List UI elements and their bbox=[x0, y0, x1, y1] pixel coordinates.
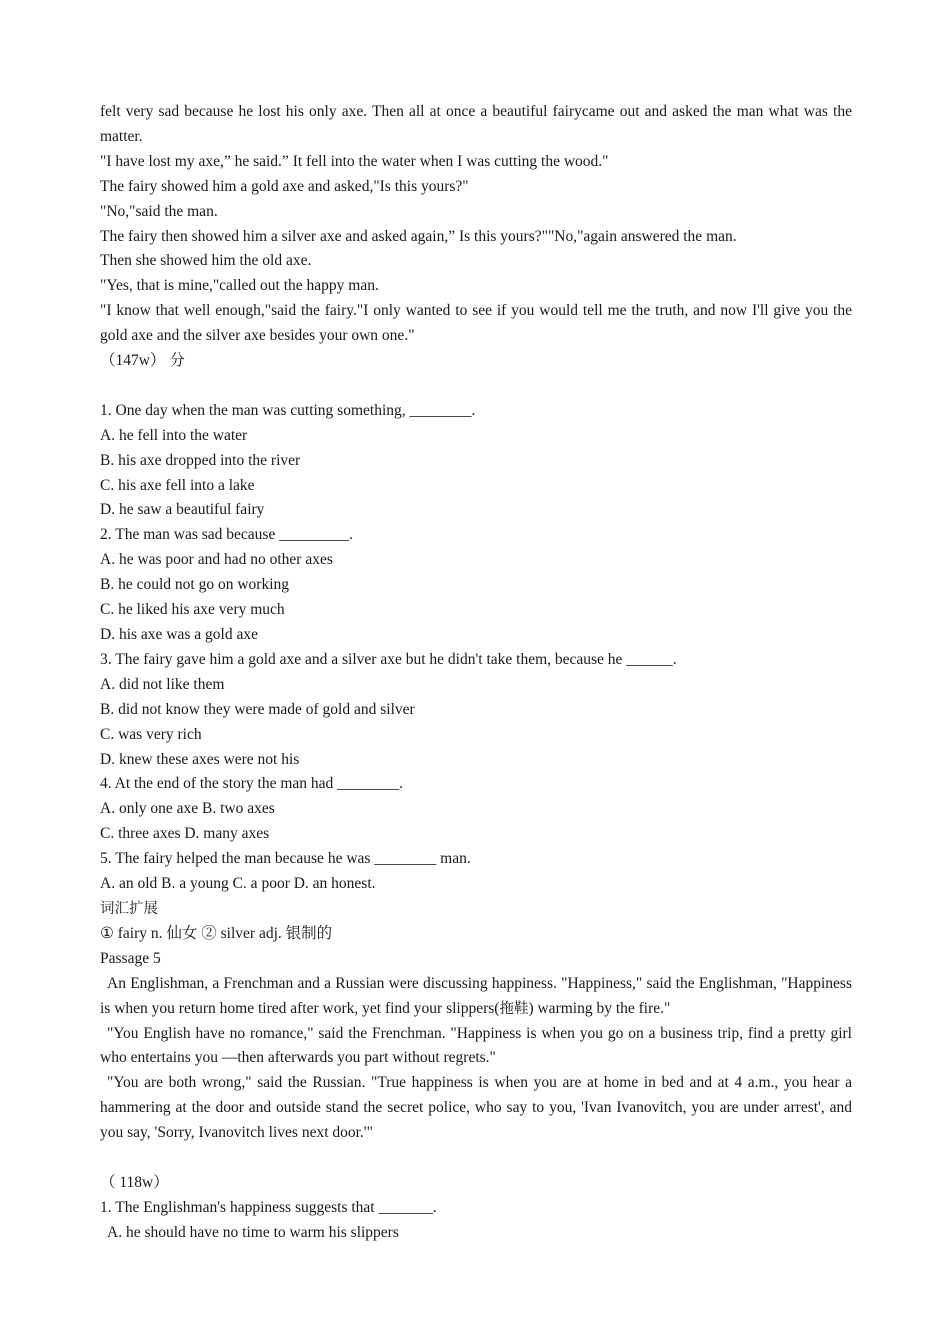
option: A. he was poor and had no other axes bbox=[100, 551, 333, 569]
spacer bbox=[100, 1146, 852, 1171]
passage5-paragraph-2: "You English have no romance," said the Frenchman. "Happiness is when you go on a business trip, find a pretty girl who entertains you —then afterwards you part without regrets." bbox=[100, 1024, 852, 1067]
option: D. he saw a beautiful fairy bbox=[100, 501, 265, 519]
passage4-line-3: The fairy showed him a gold axe and asked,"Is this yours?" bbox=[100, 177, 469, 195]
question-stem: 3. The fairy gave him a gold axe and a silver axe but he didn't take them, because he ______. bbox=[100, 650, 677, 668]
vocab-line: ① fairy n. 仙女 ② silver adj. 银制的 bbox=[100, 924, 333, 942]
passage5-question-1-option-a: A. he should have no time to warm his slippers bbox=[107, 1223, 399, 1241]
passage5-question-1-stem: 1. The Englishman's happiness suggests that _______. bbox=[100, 1198, 437, 1216]
passage5-p1-cjk: 拖鞋 bbox=[499, 1000, 529, 1017]
question-stem: 1. One day when the man was cutting something, ________. bbox=[100, 401, 476, 419]
option: C. his axe fell into a lake bbox=[100, 476, 255, 494]
question-3 bbox=[100, 648, 852, 773]
question-stem: 5. The fairy helped the man because he was ________ man. bbox=[100, 850, 471, 868]
passage5-paragraph-3: "You are both wrong," said the Russian. "True happiness is when you are at home in bed and at 4 a.m., you hear a hammering at the door and outside stand the secret police, who say to you, 'Ivan Ivanovitch, you are under arrest', and you say, 'Sorry, Ivanovitch lives next door.'" bbox=[100, 1074, 852, 1142]
option: A. he fell into the water bbox=[100, 426, 248, 444]
option: A. an old B. a young C. a poor D. an honest. bbox=[100, 875, 376, 893]
passage5-word-count: （ 118w） bbox=[100, 1173, 169, 1191]
passage5-paragraph-1 bbox=[100, 972, 852, 1022]
passage4-line-6: Then she showed him the old axe. bbox=[100, 252, 312, 270]
passage5-p1-text-b: ) warming by the fire." bbox=[528, 999, 671, 1017]
passage4-paragraph-1: felt very sad because he lost his only axe. Then all at once a beautiful fairycame out and asked the man what was the matter. bbox=[100, 103, 852, 145]
passage4-line-4: "No,"said the man. bbox=[100, 202, 218, 220]
question-5 bbox=[100, 847, 852, 897]
vocab-title: 词汇扩展 bbox=[100, 900, 158, 917]
passage4-line-5: The fairy then showed him a silver axe and asked again,” Is this yours?""No,"again answered the man. bbox=[100, 227, 737, 245]
option: C. he liked his axe very much bbox=[100, 601, 285, 619]
option: D. knew these axes were not his bbox=[100, 750, 300, 768]
option: C. was very rich bbox=[100, 725, 202, 743]
option: B. did not know they were made of gold and silver bbox=[100, 700, 415, 718]
document-page bbox=[100, 100, 852, 1246]
question-stem: 4. At the end of the story the man had ________. bbox=[100, 775, 404, 793]
passage4-paragraph-8: "I know that well enough,"said the fairy."I only wanted to see if you would tell me the truth, and now I'll give you the gold axe and the silver axe besides your own one." bbox=[100, 302, 852, 345]
question-2 bbox=[100, 523, 852, 648]
question-stem: 2. The man was sad because _________. bbox=[100, 526, 353, 544]
spacer bbox=[100, 374, 852, 399]
option: B. his axe dropped into the river bbox=[100, 451, 301, 469]
option: D. his axe was a gold axe bbox=[100, 626, 258, 644]
passage4-line-2: "I have lost my axe,” he said.” It fell into the water when I was cutting the wood." bbox=[100, 152, 609, 170]
passage4-line-7: "Yes, that is mine,"called out the happy man. bbox=[100, 277, 379, 295]
option: A. only one axe B. two axes bbox=[100, 800, 275, 818]
option: C. three axes D. many axes bbox=[100, 825, 270, 843]
passage5-p1-text-a: An Englishman, a Frenchman and a Russian were discussing happiness. "Happiness," said the Englishman, "Happiness is when you return home tired after work, yet find your slippers( bbox=[100, 974, 852, 1017]
passage4-word-count: （147w） 分 bbox=[100, 352, 185, 370]
option: A. did not like them bbox=[100, 675, 225, 693]
question-1 bbox=[100, 399, 852, 524]
question-4 bbox=[100, 772, 852, 847]
passage5-title: Passage 5 bbox=[100, 949, 161, 967]
option: B. he could not go on working bbox=[100, 576, 289, 594]
